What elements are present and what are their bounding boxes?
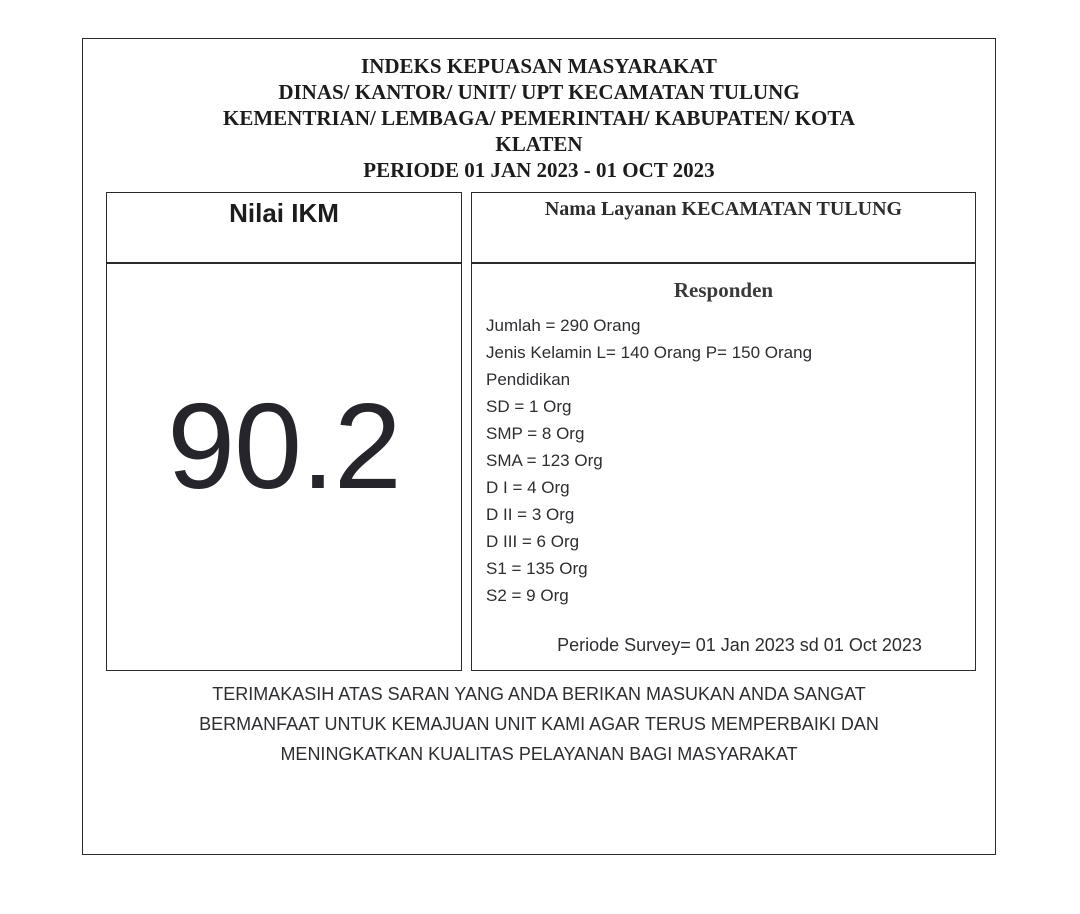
- thank-you-line: TERIMAKASIH ATAS SARAN YANG ANDA BERIKAN MASUKAN ANDA SANGAT: [212, 684, 866, 704]
- list-item: D I = 4 Org: [486, 478, 570, 497]
- list-item: Pendidikan: [486, 370, 571, 389]
- ikm-card: [82, 38, 996, 855]
- list-item: D II = 3 Org: [486, 505, 575, 524]
- nilai-ikm-label: Nilai IKM: [229, 198, 339, 228]
- list-item: D III = 6 Org: [486, 532, 580, 551]
- header-period: PERIODE 01 JAN 2023 - 01 OCT 2023: [363, 158, 715, 182]
- layanan-cell: [471, 192, 976, 264]
- list-item: SD = 1 Org: [486, 397, 572, 416]
- header: [83, 53, 995, 183]
- periode-survey: Periode Survey= 01 Jan 2023 sd 01 Oct 2023: [557, 635, 922, 655]
- list-item: S2 = 9 Org: [486, 586, 569, 605]
- thank-you-note: [83, 679, 995, 769]
- header-institution: KEMENTRIAN/ LEMBAGA/ PEMERINTAH/ KABUPATEN/ KOTA: [223, 106, 855, 130]
- thank-you-line: BERMANFAAT UNTUK KEMAJUAN UNIT KAMI AGAR TERUS MEMPERBAIKI DAN: [199, 714, 879, 734]
- list-item: SMA = 123 Org: [486, 451, 603, 470]
- responden-cell: [471, 262, 976, 671]
- header-region: KLATEN: [495, 132, 583, 156]
- list-item: Jenis Kelamin L= 140 Orang P= 150 Orang: [486, 343, 813, 362]
- nilai-label-cell: [106, 192, 462, 264]
- header-unit: DINAS/ KANTOR/ UNIT/ UPT KECAMATAN TULUNG: [278, 80, 800, 104]
- responden-list: [486, 315, 812, 612]
- nilai-value-cell: [106, 262, 462, 671]
- list-item: SMP = 8 Org: [486, 424, 585, 443]
- nama-layanan: Nama Layanan KECAMATAN TULUNG: [544, 198, 903, 220]
- header-title: INDEKS KEPUASAN MASYARAKAT: [361, 54, 717, 78]
- thank-you-line: MENINGKATKAN KUALITAS PELAYANAN BAGI MASYARAKAT: [280, 744, 798, 764]
- nilai-ikm-value: 90.2: [167, 378, 401, 514]
- list-item: Jumlah = 290 Orang: [486, 316, 641, 335]
- responden-title: Responden: [673, 278, 774, 302]
- list-item: S1 = 135 Org: [486, 559, 588, 578]
